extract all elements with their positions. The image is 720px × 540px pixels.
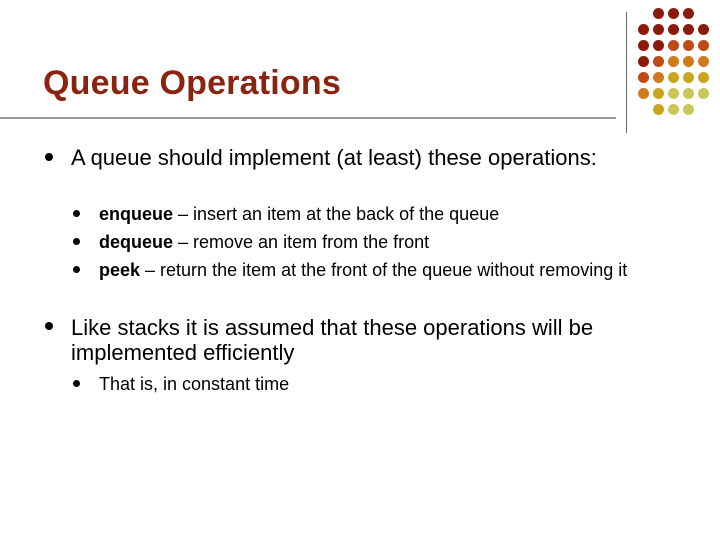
decorative-dot — [638, 24, 649, 35]
decorative-dot — [653, 8, 664, 19]
decorative-dot — [638, 72, 649, 83]
decorative-vertical-line — [626, 12, 627, 133]
sub-bullet-text — [99, 231, 659, 253]
sub-bullet-dot — [73, 266, 80, 273]
decorative-dot — [683, 24, 694, 35]
sub-bullet-text — [99, 203, 659, 225]
keyword-peek: peek — [99, 260, 141, 280]
decorative-dot — [683, 8, 694, 19]
decorative-dot — [638, 40, 649, 51]
decorative-dot — [683, 40, 694, 51]
sub-bullet-dot — [73, 238, 80, 245]
decorative-dot — [683, 88, 694, 99]
decorative-dot — [683, 104, 694, 115]
decorative-dot — [668, 40, 679, 51]
keyword-dequeue: dequeue — [99, 232, 174, 252]
decorative-dot — [653, 24, 664, 35]
decorative-dot — [638, 88, 649, 99]
decorative-dot — [668, 104, 679, 115]
bullet-text: A queue should implement (at least) these operations: — [71, 145, 597, 170]
decorative-dot — [668, 56, 679, 67]
decorative-dot-grid — [638, 8, 714, 120]
bullet-dot — [45, 153, 53, 161]
slide-title: Queue Operations — [43, 64, 341, 102]
decorative-dot — [668, 72, 679, 83]
decorative-dot — [668, 24, 679, 35]
enqueue-description: – insert an item at the back of the queue — [173, 204, 500, 224]
sub-bullet-text — [99, 259, 644, 281]
decorative-dot — [698, 72, 709, 83]
decorative-dot — [683, 72, 694, 83]
decorative-dot — [698, 24, 709, 35]
bullet-dot — [45, 322, 53, 330]
title-underline — [0, 117, 616, 119]
decorative-dot — [698, 40, 709, 51]
decorative-dot — [698, 88, 709, 99]
decorative-dot — [653, 56, 664, 67]
keyword-enqueue: enqueue — [99, 204, 174, 224]
decorative-dot — [653, 72, 664, 83]
sub-bullet-text: That is, in constant time — [99, 374, 290, 394]
sub-bullet-dot — [73, 210, 80, 217]
decorative-dot — [638, 56, 649, 67]
decorative-dot — [683, 56, 694, 67]
decorative-dot — [668, 8, 679, 19]
bullet-text: Like stacks it is assumed that these operations will be implemented efficiently — [71, 315, 594, 365]
decorative-dot — [668, 88, 679, 99]
decorative-dot — [653, 104, 664, 115]
decorative-dot — [698, 56, 709, 67]
peek-description: – return the item at the front of the queue without removing it — [140, 260, 628, 280]
decorative-dot — [653, 88, 664, 99]
sub-bullet-dot — [73, 380, 80, 387]
decorative-dot — [653, 40, 664, 51]
dequeue-description: – remove an item from the front — [173, 232, 430, 252]
